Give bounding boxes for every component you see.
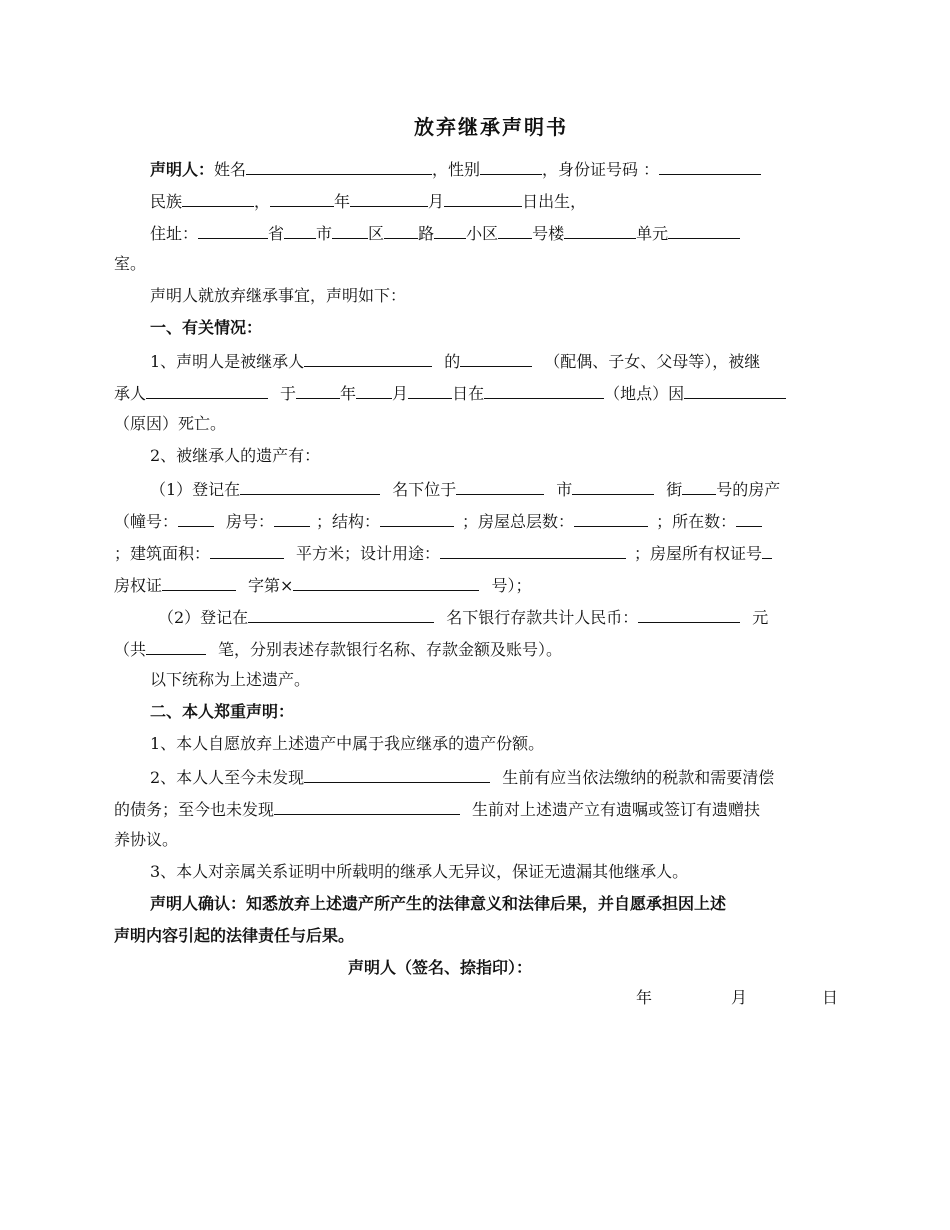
deposit-count-field[interactable]	[146, 638, 206, 655]
declaration-item-3: 3、本人对亲属关系证明中所载明的继承人无异议，保证无遗漏其他继承人。	[150, 862, 689, 881]
province-label: 省	[268, 224, 285, 243]
unit-label: 单元	[636, 224, 669, 243]
section-1-heading: 一、有关情况：	[150, 318, 263, 337]
room-no-label: 房号：	[226, 512, 275, 531]
declaration-item-1: 1、本人自愿放弃上述遗产中属于我应继承的遗产份额。	[150, 734, 545, 753]
room-no-field[interactable]	[274, 510, 310, 527]
deposit-count-label: （共	[114, 640, 147, 659]
declaration-item-2-line-2	[114, 798, 760, 820]
estate-heading: 2、被继承人的遗产有：	[150, 446, 321, 465]
comma-text: ，	[254, 192, 271, 211]
house-text-2: 名下位于	[392, 480, 457, 499]
total-floors-label: ；房屋总层数：	[462, 512, 575, 531]
deposit-unit-label: 元	[752, 608, 769, 627]
road-field[interactable]	[384, 222, 418, 239]
deposit-text-3: 笔，分别表述存款银行名称、存款金额及账号）。	[218, 640, 563, 659]
house-line-3	[114, 542, 772, 564]
signature-label: 声明人（签名、捺指印）：	[348, 958, 533, 977]
deposit-amount-field[interactable]	[638, 606, 740, 623]
death-year-label: 年	[340, 384, 357, 403]
debt-decedent-field[interactable]	[304, 766, 490, 783]
confirmation-line-1: 声明人确认：知悉放弃上述遗产所产生的法律意义和法律后果，并自愿承担因上述	[150, 894, 727, 913]
death-place-label: （地点）因	[604, 384, 685, 403]
year-label: 年	[334, 192, 351, 211]
cert-number-field[interactable]	[293, 574, 479, 591]
area-label: ；建筑面积：	[114, 544, 211, 563]
declaration-2-text-1: 2、本人人至今未发现	[150, 768, 305, 787]
house-line-1	[150, 478, 780, 500]
death-month-field[interactable]	[356, 382, 392, 399]
deposit-text-1: （2）登记在	[158, 608, 249, 627]
declaration-2-text-3: 的债务；至今也未发现	[114, 800, 275, 819]
cert-suffix-label: 号）；	[491, 576, 532, 595]
certificate-field[interactable]	[762, 542, 772, 559]
gender-field[interactable]	[480, 158, 542, 175]
declarant-label: 声明人：	[150, 160, 215, 179]
confirmation-line-2: 声明内容引起的法律责任与后果。	[114, 926, 355, 945]
house-text-1: （1）登记在	[150, 480, 241, 499]
gender-label: ，性别	[432, 160, 481, 179]
usage-label: 平方米；设计用途：	[296, 544, 441, 563]
certificate-label: ；房屋所有权证号	[634, 544, 763, 563]
community-field[interactable]	[434, 222, 466, 239]
month-label: 月	[428, 192, 445, 211]
deposit-line-2	[114, 638, 562, 660]
death-cause-label: （原因）死亡。	[114, 414, 227, 433]
declaration-item-2-line-1	[150, 766, 774, 788]
cert-region-field[interactable]	[162, 574, 236, 591]
document-title: 放弃继承声明书	[414, 115, 568, 139]
building-field[interactable]	[498, 222, 532, 239]
death-month-label: 月	[392, 384, 409, 403]
will-decedent-field[interactable]	[274, 798, 460, 815]
room-field[interactable]	[668, 222, 740, 239]
cert-word-label: 字第×	[248, 576, 294, 595]
house-line-4	[114, 574, 531, 596]
district-label: 区	[368, 224, 385, 243]
house-street-field[interactable]	[572, 478, 654, 495]
birth-month-field[interactable]	[350, 190, 428, 207]
section-2-heading: 二、本人郑重声明：	[150, 702, 295, 721]
name-label: 姓名	[214, 160, 247, 179]
birth-day-field[interactable]	[444, 190, 522, 207]
death-line	[114, 382, 786, 404]
house-text-5: 号的房产	[716, 480, 781, 499]
death-place-field[interactable]	[484, 382, 604, 399]
declaration-2-text-4: 生前对上述遗产立有遗嘱或签订有遗赠扶	[472, 800, 761, 819]
death-text-1: 承人	[114, 384, 147, 403]
city-label: 市	[316, 224, 333, 243]
unit-field[interactable]	[564, 222, 636, 239]
relation-text-3: （配偶、子女、父母等），被继	[544, 352, 761, 371]
id-number-field[interactable]	[659, 158, 761, 175]
declaration-item-2-line-3: 养协议。	[114, 830, 179, 849]
date-month-label: 月	[731, 988, 748, 1007]
day-label: 日出生，	[522, 192, 587, 211]
relation-text-2: 的	[444, 352, 461, 371]
birth-year-field[interactable]	[270, 190, 334, 207]
floor-label: ；所在数：	[656, 512, 737, 531]
floor-field[interactable]	[736, 510, 762, 527]
date-day-label: 日	[822, 988, 839, 1007]
province-field[interactable]	[198, 222, 268, 239]
relation-text-1: 1、声明人是被继承人	[150, 352, 305, 371]
ethnicity-field[interactable]	[182, 190, 254, 207]
death-day-label: 日在	[452, 384, 485, 403]
death-text-2: 于	[280, 384, 297, 403]
date-year-label: 年	[636, 988, 653, 1007]
area-field[interactable]	[210, 542, 284, 559]
building-label: 号楼	[532, 224, 565, 243]
address-line	[150, 222, 740, 244]
id-number-label: ，身份证号码 ：	[542, 160, 660, 179]
name-field[interactable]	[246, 158, 432, 175]
death-cause-field[interactable]	[684, 382, 786, 399]
death-year-field[interactable]	[296, 382, 340, 399]
declarant-line	[150, 158, 761, 180]
structure-field[interactable]	[380, 510, 454, 527]
city-field[interactable]	[284, 222, 316, 239]
house-text-4: 街	[666, 480, 683, 499]
room-label: 室。	[114, 254, 147, 273]
ethnicity-label: 民族	[150, 192, 183, 211]
usage-field[interactable]	[440, 542, 626, 559]
building-no-field[interactable]	[178, 510, 214, 527]
intro-text: 声明人就放弃继承事宜，声明如下：	[150, 286, 407, 305]
building-no-label: （幢号：	[114, 512, 179, 531]
summary-text: 以下统称为上述遗产。	[150, 670, 311, 689]
deposit-text-2: 名下银行存款共计人民币：	[446, 608, 639, 627]
address-label: 住址：	[150, 224, 199, 243]
cert-prefix-label: 房权证	[114, 576, 163, 595]
road-label: 路	[418, 224, 435, 243]
house-owner-field[interactable]	[240, 478, 380, 495]
district-field[interactable]	[332, 222, 368, 239]
decedent-name-field-2[interactable]	[146, 382, 268, 399]
declaration-2-text-2: 生前有应当依法缴纳的税款和需要清偿	[502, 768, 775, 787]
relation-line	[150, 350, 760, 372]
total-floors-field[interactable]	[574, 510, 648, 527]
relationship-field[interactable]	[460, 350, 532, 367]
decedent-name-field[interactable]	[304, 350, 432, 367]
community-label: 小区	[466, 224, 499, 243]
structure-label: ；结构：	[316, 512, 381, 531]
house-text-3: 市	[556, 480, 573, 499]
house-city-field[interactable]	[456, 478, 544, 495]
deposit-owner-field[interactable]	[248, 606, 434, 623]
death-day-field[interactable]	[408, 382, 452, 399]
ethnicity-birth-line	[150, 190, 586, 212]
house-line-2	[114, 510, 762, 532]
deposit-line-1	[150, 606, 768, 628]
house-number-field[interactable]	[682, 478, 716, 495]
